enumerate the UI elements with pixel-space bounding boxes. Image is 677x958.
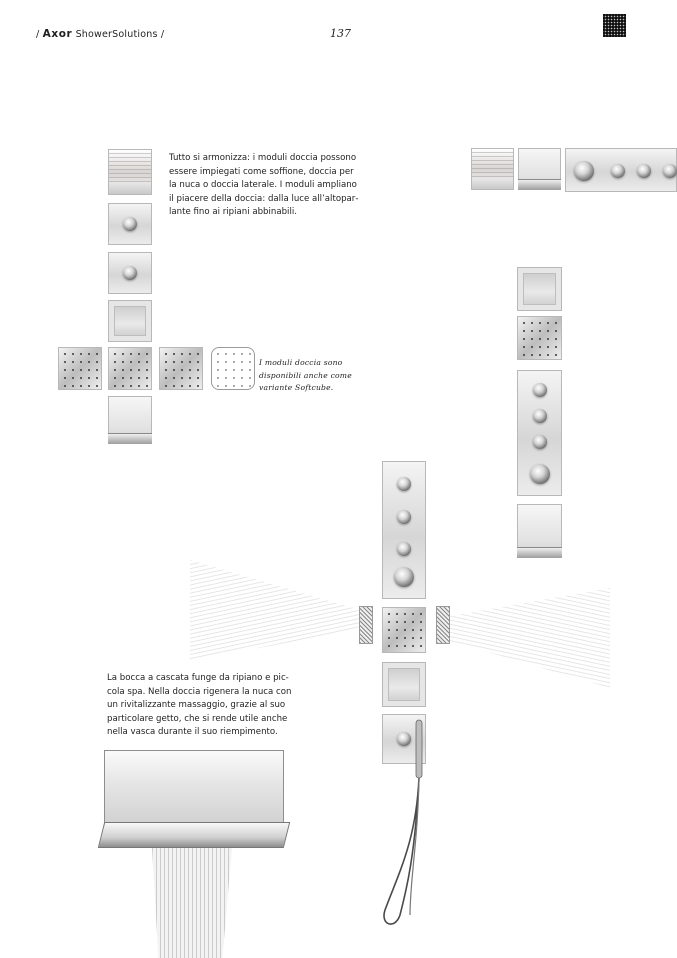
shelf-module bbox=[108, 396, 152, 444]
valve-module bbox=[108, 252, 152, 294]
side-jet-left bbox=[359, 606, 373, 644]
hand-shower-hose bbox=[370, 720, 430, 920]
shower-head-module bbox=[517, 316, 562, 360]
header-prefix: / bbox=[36, 29, 40, 40]
knob-icon bbox=[533, 409, 547, 423]
knob-icon bbox=[611, 164, 625, 178]
shelf-module bbox=[517, 504, 562, 558]
shower-head-module bbox=[108, 347, 152, 390]
knob-icon bbox=[530, 464, 550, 484]
section-name: ShowerSolutions / bbox=[75, 29, 165, 40]
brand-name: Axor bbox=[42, 28, 73, 40]
knob-icon bbox=[663, 164, 677, 178]
side-jet-right bbox=[436, 606, 450, 644]
cascade-spout-lip bbox=[98, 822, 290, 848]
light-module bbox=[108, 149, 152, 195]
intro-paragraph: Tutto si armonizza: i moduli doccia possono essere impiegati come soffione, doccia per la nuca o doccia laterale. I moduli ampliano il piacere della doccia: dalla luce all’altoparlante fino ai ripiani abbinabili. bbox=[169, 153, 359, 218]
page-number: 137 bbox=[330, 27, 351, 40]
shelf-module bbox=[518, 148, 561, 190]
shower-head-module bbox=[159, 347, 203, 390]
header-breadcrumb bbox=[36, 28, 164, 40]
knob-icon bbox=[637, 164, 651, 178]
knob-icon bbox=[123, 266, 137, 280]
shower-head-module bbox=[58, 347, 102, 390]
valve-column-module bbox=[517, 370, 562, 496]
knob-icon bbox=[574, 161, 594, 181]
niche-module bbox=[517, 267, 562, 311]
knob-icon bbox=[397, 542, 411, 556]
knob-icon bbox=[397, 510, 411, 524]
valve-column-module bbox=[382, 461, 426, 599]
waterfall-stream bbox=[152, 848, 232, 958]
knob-icon bbox=[123, 217, 137, 231]
side-spray-right bbox=[440, 588, 610, 688]
softcube-note: I moduli doccia sono disponibili anche come variante Softcube. bbox=[259, 358, 352, 393]
knob-icon bbox=[394, 567, 414, 587]
niche-module bbox=[108, 300, 152, 342]
valve-strip-module bbox=[565, 148, 677, 192]
niche-module bbox=[382, 662, 426, 707]
shower-head-module bbox=[382, 607, 426, 653]
knob-icon bbox=[533, 435, 547, 449]
softcube-shower-head bbox=[211, 347, 255, 390]
light-module bbox=[471, 148, 514, 190]
cascade-spout-panel bbox=[104, 750, 284, 830]
axor-dot-logo-icon bbox=[603, 14, 626, 37]
thermostat-module bbox=[108, 203, 152, 245]
knob-icon bbox=[533, 383, 547, 397]
cascade-paragraph: La bocca a cascata funge da ripiano e piccola spa. Nella doccia rigenera la nuca con un rivitalizzante massaggio, grazie al suo particolare getto, che si rende utile anche nella vasca durante il suo riempimento. bbox=[107, 673, 292, 738]
knob-icon bbox=[397, 477, 411, 491]
side-spray-left bbox=[190, 560, 360, 660]
